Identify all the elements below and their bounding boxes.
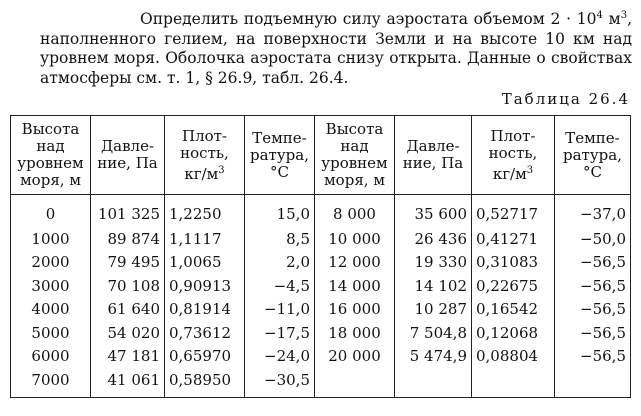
problem-volume-unit-exp: 3 (620, 10, 628, 21)
cell-right-rho: 0,16542 (472, 298, 555, 322)
cell-right-alt: 16 000 (315, 298, 395, 322)
cell-right-rho: 0,08804 (472, 345, 555, 369)
header-pressure-right: Давле- ние, Па (395, 116, 472, 195)
table-header-row (11, 116, 631, 195)
table-row (11, 251, 631, 275)
cell-left-t: −17,5 (245, 321, 315, 345)
cell-left-t: 2,0 (245, 251, 315, 275)
cell-left-t: −11,0 (245, 298, 315, 322)
table-row (11, 298, 631, 322)
cell-left-p: 41 061 (91, 368, 165, 397)
cell-right-t: −56,5 (555, 298, 631, 322)
cell-left-t: −30,5 (245, 368, 315, 397)
table-row (11, 274, 631, 298)
cell-right-rho: 0,31083 (472, 251, 555, 275)
problem-volume-unit: м (602, 10, 621, 29)
table-row (11, 227, 631, 251)
cell-left-rho: 0,65970 (165, 345, 245, 369)
cell-left-rho: 0,90913 (165, 274, 245, 298)
cell-left-p: 70 108 (91, 274, 165, 298)
cell-right-rho: 0,22675 (472, 274, 555, 298)
cell-right-t: −56,5 (555, 321, 631, 345)
header-density-right (472, 116, 555, 195)
cell-left-t: 8,5 (245, 227, 315, 251)
cell-right-p: 10 287 (395, 298, 472, 322)
cell-right-p: 5 474,9 (395, 345, 472, 369)
cell-left-rho: 1,2250 (165, 195, 245, 228)
cell-right-t: −37,0 (555, 195, 631, 228)
problem-line1: Определить подъемную силу аэростата объемом (140, 10, 545, 29)
header-density-left-exp: 3 (218, 164, 225, 176)
cell-right-t: −56,5 (555, 251, 631, 275)
cell-right-alt: 8 000 (315, 195, 395, 228)
cell-left-p: 101 325 (91, 195, 165, 228)
header-temperature-right: Темпе- ратура, °C (555, 116, 631, 195)
table-caption: Таблица 26.4 (501, 90, 630, 108)
cell-right-t: −56,5 (555, 345, 631, 369)
cell-right-alt: 12 000 (315, 251, 395, 275)
cell-left-alt: 6000 (11, 345, 91, 369)
cell-left-alt: 3000 (11, 274, 91, 298)
cell-right-p: 35 600 (395, 195, 472, 228)
cell-right-t (555, 368, 631, 397)
cell-right-t: −56,5 (555, 274, 631, 298)
cell-left-alt: 0 (11, 195, 91, 228)
header-altitude-right: Высота над уровнем моря, м (315, 116, 395, 195)
cell-left-p: 54 020 (91, 321, 165, 345)
cell-left-alt: 1000 (11, 227, 91, 251)
cell-right-rho: 0,12068 (472, 321, 555, 345)
table-row (11, 345, 631, 369)
cell-right-p: 14 102 (395, 274, 472, 298)
cell-right-alt: 18 000 (315, 321, 395, 345)
cell-left-rho: 1,0065 (165, 251, 245, 275)
problem-volume-coef: 2 · 10 (550, 10, 597, 29)
cell-left-rho: 0,58950 (165, 368, 245, 397)
header-density-left-text: Плот- ность, кг/м (180, 126, 229, 183)
table-row (11, 195, 631, 228)
header-density-right-exp: 3 (526, 164, 534, 176)
cell-right-alt: 14 000 (315, 274, 395, 298)
cell-left-t: −4,5 (245, 274, 315, 298)
cell-left-p: 61 640 (91, 298, 165, 322)
cell-right-p (395, 368, 472, 397)
cell-left-alt: 2000 (11, 251, 91, 275)
table-row (11, 321, 631, 345)
cell-left-t: 15,0 (245, 195, 315, 228)
table-row (11, 368, 631, 397)
header-density-left (165, 116, 245, 195)
cell-left-p: 89 874 (91, 227, 165, 251)
cell-left-rho: 0,73612 (165, 321, 245, 345)
cell-left-rho: 1,1117 (165, 227, 245, 251)
cell-left-p: 47 181 (91, 345, 165, 369)
cell-left-t: −24,0 (245, 345, 315, 369)
cell-left-alt: 7000 (11, 368, 91, 397)
header-temperature-left: Темпе- ратура, °C (245, 116, 315, 195)
cell-right-p: 7 504,8 (395, 321, 472, 345)
header-pressure-left: Давле- ние, Па (91, 116, 165, 195)
table-body (11, 195, 631, 398)
cell-left-alt: 5000 (11, 321, 91, 345)
header-altitude-left: Высота над уровнем моря, м (11, 116, 91, 195)
header-density-right-text: Плот- ность, кг/м (488, 126, 538, 183)
cell-right-p: 19 330 (395, 251, 472, 275)
cell-right-t: −50,0 (555, 227, 631, 251)
problem-body: , наполненного гелием, на поверхности Земли и на высоте 10 км над уровнем моря. Оболочка аэростата снизу открыта. Данные о свойствах атмосферы см. т. 1, § 26.9, табл. 26.4. (40, 10, 632, 87)
cell-right-rho (472, 368, 555, 397)
atmosphere-table (10, 115, 631, 398)
cell-right-alt (315, 368, 395, 397)
cell-left-p: 79 495 (91, 251, 165, 275)
problem-statement (40, 6, 632, 88)
cell-right-rho: 0,52717 (472, 195, 555, 228)
cell-right-alt: 20 000 (315, 345, 395, 369)
cell-right-alt: 10 000 (315, 227, 395, 251)
cell-right-p: 26 436 (395, 227, 472, 251)
cell-left-alt: 4000 (11, 298, 91, 322)
problem-volume-exp: 4 (596, 10, 603, 21)
cell-left-rho: 0,81914 (165, 298, 245, 322)
cell-right-rho: 0,41271 (472, 227, 555, 251)
